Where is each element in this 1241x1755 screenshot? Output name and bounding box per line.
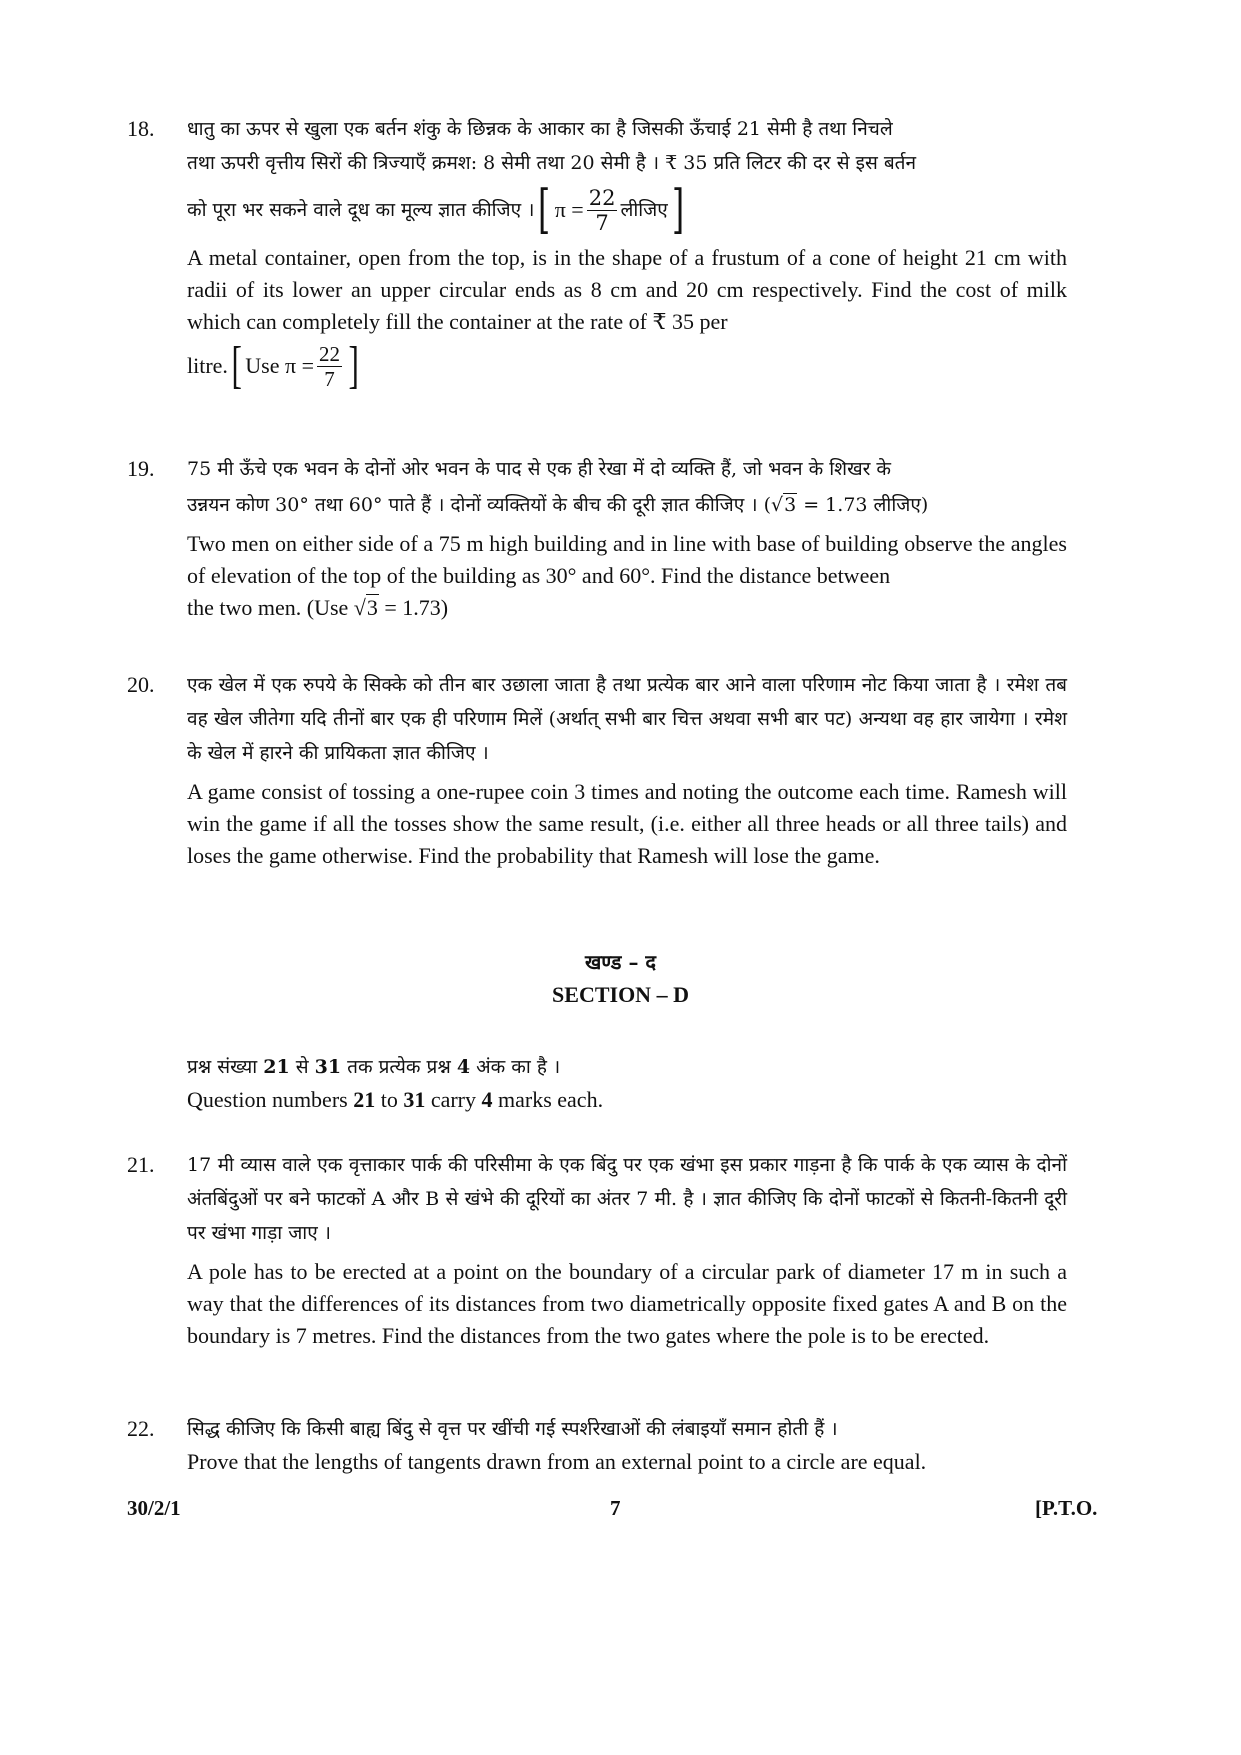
- question-english-line: [187, 592, 1067, 624]
- bold-number: 31: [314, 1056, 342, 1078]
- english-text: Use π =: [245, 353, 314, 378]
- pi-label: π =: [554, 197, 584, 222]
- hindi-text: को पूरा भर सकने वाले दूध का मूल्य ज्ञात कीजिए ।: [187, 199, 535, 221]
- bold-number: 31: [403, 1087, 426, 1112]
- right-bracket: ]: [348, 337, 359, 394]
- instruction-english: [187, 1084, 1067, 1116]
- question-english-line: [187, 337, 1067, 394]
- hindi-text: से: [289, 1056, 315, 1078]
- question-number: 18.: [127, 116, 155, 141]
- fraction-numerator: 22: [588, 185, 616, 210]
- english-text: carry: [425, 1087, 482, 1112]
- section-title-english: SECTION – D: [552, 982, 689, 1007]
- english-text: marks each.: [492, 1087, 604, 1112]
- paper-code: 30/2/1: [127, 1496, 181, 1520]
- question-number: 20.: [127, 672, 155, 697]
- sqrt-symbol: √3: [770, 494, 797, 516]
- bold-number: 4: [456, 1056, 471, 1078]
- question-english: Prove that the lengths of tangents drawn from an external point to a circle are equal.: [187, 1449, 927, 1474]
- bold-number: 21: [263, 1056, 290, 1078]
- hindi-text: तक प्रत्येक प्रश्न: [341, 1056, 457, 1078]
- question-hindi-line: [187, 488, 1067, 522]
- sqrt-symbol: √3: [353, 595, 378, 620]
- question-hindi: सिद्ध कीजिए कि किसी बाह्य बिंदु से वृत्त पर खींची गई स्पर्शरेखाओं की लंबाइयाँ समान होती हैं ।: [187, 1418, 838, 1440]
- question-hindi-line: [187, 180, 1067, 240]
- hindi-text: लीजिए: [620, 199, 668, 221]
- english-text: = 1.73): [378, 595, 449, 620]
- question-english: A metal container, open from the top, is in the shape of a frustum of a cone of height 21 cm with radii of its lower an upper circular ends as 8 cm and 20 cm respectively. Find the cost of milk which can completely fill the container at the rate of ₹ 35 per: [187, 245, 1067, 334]
- fraction-numerator: 22: [319, 341, 340, 366]
- question-number: 22.: [127, 1416, 155, 1441]
- question-hindi: एक खेल में एक रुपये के सिक्के को तीन बार उछाला जाता है तथा प्रत्येक बार आने वाला परिणाम नोट किया जाता है । रमेश तब वह खेल जीतेगा यदि तीनों बार एक ही परिणाम मिलें (अर्थात् सभी बार चित्त अथवा सभी बार पट) अन्यथा वह हार जायेगा । रमेश के खेल में हारने की प्रायिकता ज्ञात कीजिए ।: [187, 674, 1067, 764]
- sqrt-radicand: 3: [784, 494, 797, 516]
- question-hindi-line: तथा ऊपरी वृत्तीय सिरों की त्रिज्याएँ क्रमश: 8 सेमी तथा 20 सेमी है । ₹ 35 प्रति लिटर की दर से इस बर्तन: [187, 152, 917, 174]
- fraction-denominator: 7: [324, 366, 335, 391]
- instruction-hindi: [187, 1050, 1067, 1084]
- hindi-text: उन्नयन कोण 30° तथा 60° पाते हैं । दोनों व्यक्तियों के बीच की दूरी ज्ञात कीजिए । (: [187, 494, 771, 516]
- left-bracket: [: [231, 337, 242, 394]
- question-number: 19.: [127, 456, 155, 481]
- fraction: [587, 186, 618, 235]
- bold-number: 4: [481, 1087, 493, 1112]
- hindi-text: = 1.73 लीजिए): [797, 494, 929, 516]
- question-english: A game consist of tossing a one-rupee coin 3 times and noting the outcome each time. Ramesh will win the game if all the tosses show the same result, (i.e. either all three heads or all three tails) and loses the game otherwise. Find the probability that Ramesh will lose the game.: [187, 779, 1067, 868]
- fraction-denominator: 7: [595, 210, 609, 235]
- hindi-text: प्रश्न संख्या: [187, 1056, 264, 1078]
- question-hindi: 17 मी व्यास वाले एक वृत्ताकार पार्क की परिसीमा के एक बिंदु पर एक खंभा इस प्रकार गाड़ना है कि पार्क के एक व्यास के दोनों अंतबिंदुओं पर बने फाटकों A और B से खंभे की दूरियों का अंतर 7 मी. है । ज्ञात कीजिए कि दोनों फाटकों से कितनी-कितनी दूरी पर खंभा गाड़ा जाए ।: [187, 1154, 1067, 1244]
- pto-label: [P.T.O.: [1035, 1496, 1098, 1520]
- section-title-hindi: खण्ड – द: [584, 950, 657, 974]
- question-number: 21.: [127, 1152, 155, 1177]
- english-text: to: [375, 1087, 404, 1112]
- english-text: litre.: [187, 353, 228, 378]
- page-number: 7: [610, 1496, 621, 1520]
- right-bracket: ]: [671, 180, 685, 240]
- hindi-text: अंक का है ।: [470, 1056, 561, 1078]
- english-text: Question numbers: [187, 1087, 354, 1112]
- fraction: [317, 342, 342, 391]
- question-hindi-line: धातु का ऊपर से खुला एक बर्तन शंकु के छिन्नक के आकार का है जिसकी ऊँचाई 21 सेमी है तथा निचले: [187, 118, 893, 140]
- bold-number: 21: [353, 1087, 376, 1112]
- left-bracket: [: [538, 180, 551, 240]
- question-english: Two men on either side of a 75 m high building and in line with base of building observe the angles of elevation of the top of the building as 30° and 60°. Find the distance between: [187, 531, 1067, 588]
- question-hindi-line: 75 मी ऊँचे एक भवन के दोनों ओर भवन के पाद से एक ही रेखा में दो व्यक्ति हैं, जो भवन के शिखर के: [187, 458, 892, 480]
- sqrt-radicand: 3: [366, 595, 378, 620]
- english-text: the two men. (Use: [187, 595, 354, 620]
- question-english: A pole has to be erected at a point on the boundary of a circular park of diameter 17 m in such a way that the differences of its distances from two diametrically opposite fixed gates A and B on the boundary is 7 metres. Find the distances from the two gates where the pole is to be erected.: [187, 1259, 1067, 1348]
